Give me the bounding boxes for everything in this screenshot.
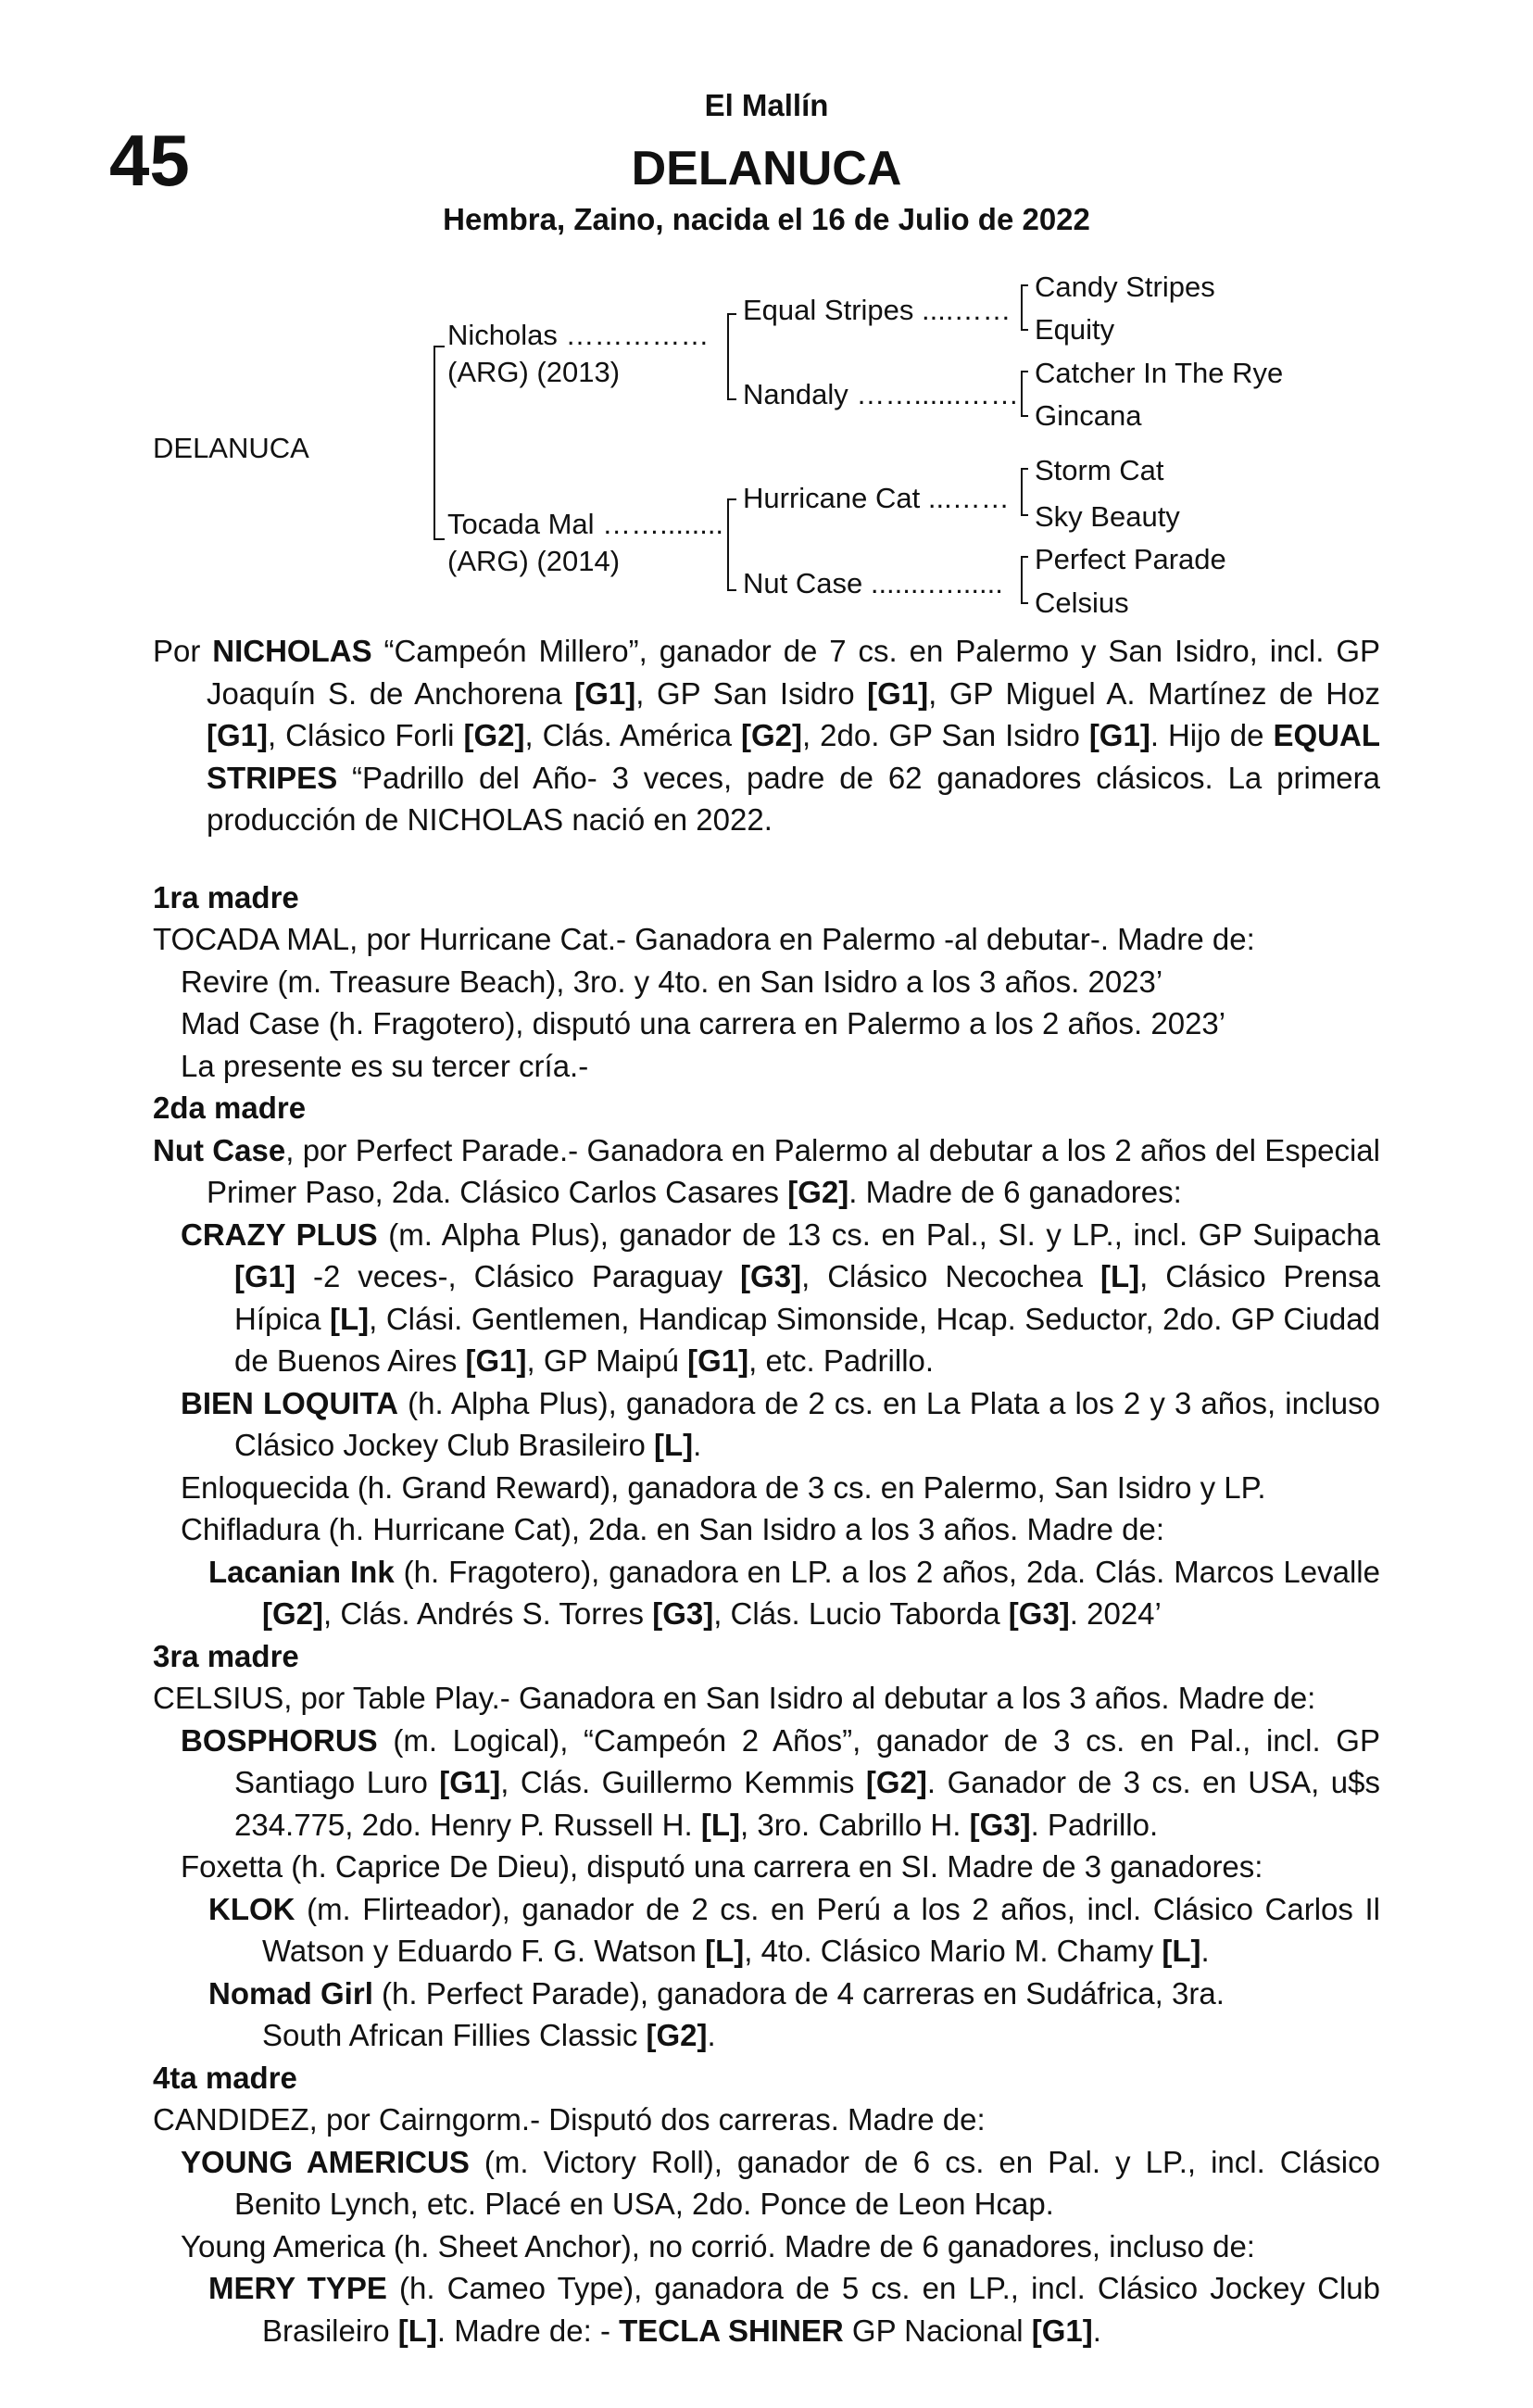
pedigree-ggp-3: Catcher In The Rye [1035,357,1284,389]
pedigree-ggp-1: Candy Stripes [1035,271,1215,303]
produce-bosphorus: BOSPHORUS (m. Logical), “Campeón 2 Años”, ganador de 3 cs. en Pal., incl. GP Santiago Luro [G1], Clás. Guillermo Kemmis [G2]. Ganador de 3 cs. en USA, u$s 234.775, 2do. Henry P. Russell H. [L], 3ro. Cabrillo H. [G3]. Padrillo. [181,1722,1380,1842]
breeder-name: El Mallín [704,88,829,122]
pedigree-ggp-4: Gincana [1035,399,1142,432]
produce-enloquecida: Enloquecida (h. Grand Reward), ganadora de 3 cs. en Palermo, San Isidro y LP. [181,1469,1266,1505]
first-dam-intro: TOCADA MAL, por Hurricane Cat.- Ganadora en Palermo -al debutar-. Madre de: [153,922,1255,956]
horse-description: Hembra, Zaino, nacida el 16 de Julio de 2022 [443,202,1090,236]
pedigree-sire-origin: (ARG) (2013) [447,356,621,388]
second-dam-intro: Nut Case, por Perfect Parade.- Ganadora en Palermo al debutar a los 2 años del Especial Primer Paso, 2da. Clásico Carlos Casares [G2]. Madre de 6 ganadores: [153,1132,1380,1209]
first-dam-foal-2: Mad Case (h. Fragotero), disputó una carrera en Palermo a los 2 años. 2023’ [181,1006,1226,1040]
first-dam-note: La presente es su tercer cría.- [181,1048,589,1083]
horse-name: DELANUCA [631,142,902,195]
lot-number: 45 [109,120,190,201]
pedigree-ggp-5: Storm Cat [1035,454,1164,486]
produce-nomad-girl: Nomad Girl (h. Perfect Parade), ganadora de 4 carreras en Sudáfrica, 3ra. South African Fillies Classic [G2]. [208,1975,1225,2052]
produce-crazy-plus: CRAZY PLUS (m. Alpha Plus), ganador de 13 cs. en Pal., SI. y LP., incl. GP Suipacha [G1] -2 veces-, Clásico Paraguay [G3], Clásico Necochea [L], Clásico Prensa Hípica [L], Clási. Gentlemen, Handicap Simonside, Hcap. Seductor, 2do. GP Ciudad de Buenos Aires [G1], GP Maipú [G1], etc. Padrillo. [181,1217,1380,1378]
pedigree-ggp-6: Sky Beauty [1035,500,1180,533]
first-dam-foal-1: Revire (m. Treasure Beach), 3ro. y 4to. en San Isidro a los 3 años. 2023’ [181,964,1163,999]
pedigree-subject: DELANUCA [153,432,309,464]
produce-mery-type: MERY TYPE (h. Cameo Type), ganadora de 5 cs. en LP., incl. Clásico Jockey Club Brasileiro [L]. Madre de: - TECLA SHINER GP Nacional [G1]. [208,2271,1380,2348]
produce-foxetta: Foxetta (h. Caprice De Dieu), disputó una carrera en SI. Madre de 3 ganadores: [181,1849,1263,1884]
third-dam-intro: CELSIUS, por Table Play.- Ganadora en San Isidro al debutar a los 3 años. Madre de: [153,1681,1316,1715]
produce-lacanian-ink: Lacanian Ink (h. Fragotero), ganadora en LP. a los 2 años, 2da. Clás. Marcos Levalle [G2], Clás. Andrés S. Torres [G3], Clás. Lucio Taborda [G3]. 2024’ [208,1554,1380,1631]
second-dam-heading: 2da madre [153,1091,307,1125]
produce-young-americus: YOUNG AMERICUS (m. Victory Roll), ganador de 6 cs. en Pal. y LP., incl. Clásico Benito Lynch, etc. Placé en USA, 2do. Ponce de Leon Hcap. [181,2144,1380,2221]
third-dam-heading: 3ra madre [153,1638,299,1673]
produce-klok: KLOK (m. Flirteador), ganador de 2 cs. en Perú a los 2 años, incl. Clásico Carlos Il Watson y Eduardo F. G. Watson [L], 4to. Clásico Mario M. Chamy [L]. [208,1891,1380,1968]
pedigree-dam-origin: (ARG) (2014) [447,545,621,577]
produce-chifladura: Chifladura (h. Hurricane Cat), 2da. en San Isidro a los 3 años. Madre de: [181,1512,1165,1546]
pedigree-ggp-7: Perfect Parade [1035,543,1226,575]
produce-young-america: Young America (h. Sheet Anchor), no corrió. Madre de 6 ganadores, incluso de: [181,2228,1255,2263]
pedigree-sire: Nicholas …………… [447,319,710,351]
pedigree-dam-dam: Nut Case .......…...... [743,567,1003,599]
fourth-dam-heading: 4ta madre [153,2060,297,2095]
pedigree-dam-sire: Hurricane Cat ...…… [743,482,1010,514]
pedigree-ggp-2: Equity [1035,313,1115,346]
pedigree-dam: Tocada Mal ……........ [447,508,724,540]
pedigree-ggp-8: Celsius [1035,586,1129,619]
pedigree-sire-sire: Equal Stripes ....…… [743,294,1012,326]
produce-bien-loquita: BIEN LOQUITA (h. Alpha Plus), ganadora de 2 cs. en La Plata a los 2 y 3 años, incluso Clásico Jockey Club Brasileiro [L]. [181,1385,1380,1462]
sire-paragraph: Por NICHOLAS “Campeón Millero”, ganador de 7 cs. en Palermo y San Isidro, incl. GP Joaquín S. de Anchorena [G1], GP San Isidro [G1], GP Miguel A. Martínez de Hoz [G1], Clásico Forli [G2], Clás. América [G2], 2do. GP San Isidro [G1]. Hijo de EQUAL STRIPES “Padrillo del Año- 3 veces, padre de 62 ganadores clásicos. La primera producción de NICHOLAS nació en 2022. [153,634,1380,837]
fourth-dam-intro: CANDIDEZ, por Cairngorm.- Disputó dos carreras. Madre de: [153,2102,986,2137]
pedigree-sire-dam: Nandaly ……......…… [743,378,1020,410]
catalog-body [153,630,1380,2351]
first-dam-heading: 1ra madre [153,879,299,914]
